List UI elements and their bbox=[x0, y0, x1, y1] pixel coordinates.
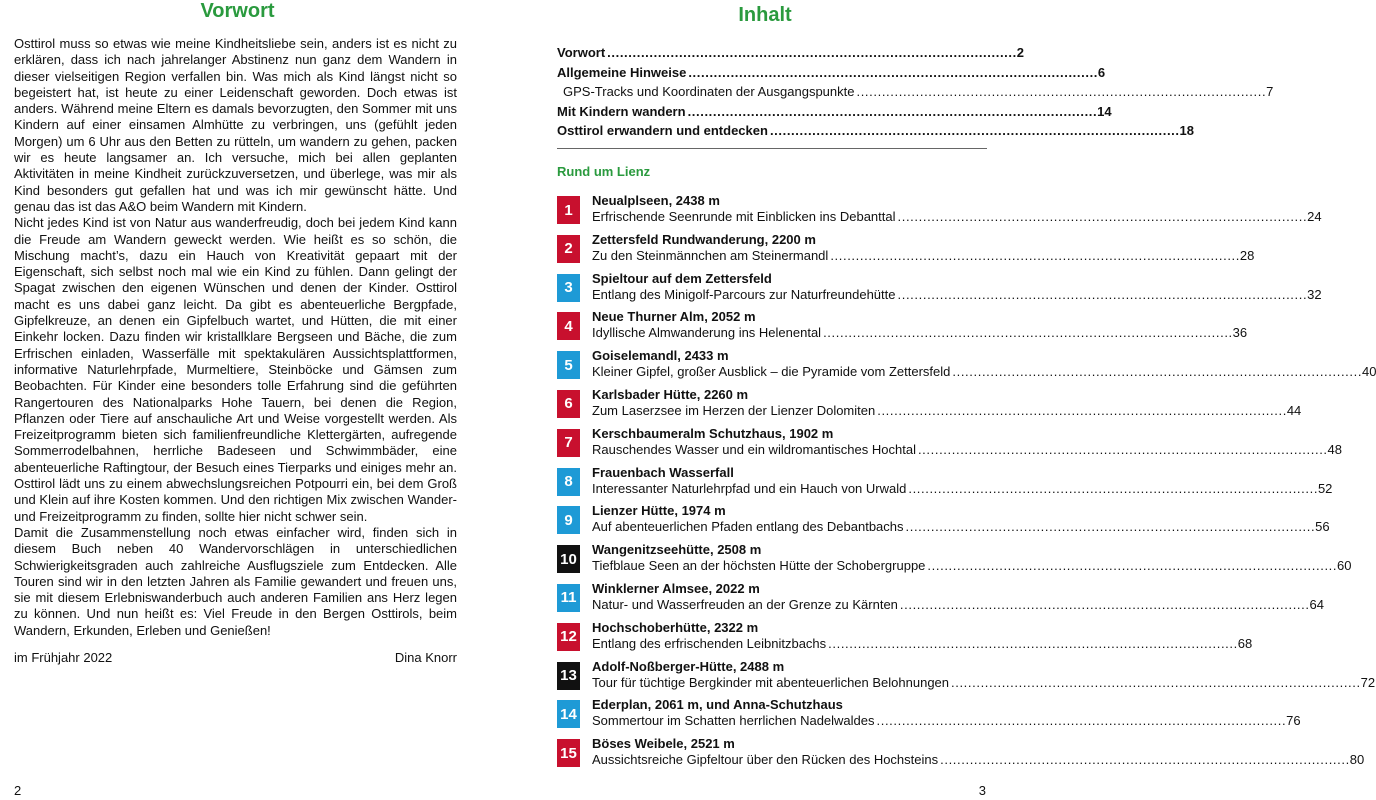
tour-name: Spieltour auf dem Zettersfeld bbox=[592, 270, 772, 286]
tour-page: 36 bbox=[1232, 325, 1248, 341]
paragraph: Osttirol muss so etwas wie meine Kindheitsliebe sein, anders ist es nicht zu erklären, dass ich nach jahrelanger Abstinenz nun ganz dem Wandern in dieser vielseitigen Region verfallen bin. Was mich als Kind längst nicht so begeistert hat, ist heute zu einer Leidenschaft geworden. Doch etwas ist anders. Während meine Eltern es damals bevorzugten, den Sommer mit uns Kindern auf einer einsamen Almhütte zu verbringen, uns (gefühlt jeden Morgen) um 6 Uhr aus den Betten zu rütteln, um wandern zu gehen, packen wir es heute langsamer an. Ich versuche, mich bei allen geplanten Aktivitäten in meine Kindheit zurückzuversetzen, und überlege, was mir als Kind besonders gut gefallen hat und was ich mir gewünscht hätte. Und genau das ist das A&O beim Wandern mit Kindern. bbox=[14, 36, 457, 214]
tour-line bbox=[592, 442, 1342, 458]
tour-description: Tour für tüchtige Bergkinder mit abenteuerlichen Belohnungen bbox=[592, 674, 950, 690]
tour-entry[interactable] bbox=[557, 464, 1333, 504]
tour-entry[interactable] bbox=[557, 619, 1253, 659]
toc-label: Mit Kindern wandern bbox=[557, 103, 686, 119]
tour-entry[interactable] bbox=[557, 309, 1248, 348]
tour-page: 80 bbox=[1349, 752, 1365, 768]
leader-dots bbox=[900, 597, 1308, 613]
tour-description: Natur- und Wasserfreuden an der Grenze zu Kärnten bbox=[592, 596, 898, 612]
tour-name: Goiselemandl, 2433 m bbox=[592, 348, 729, 364]
tour-page: 60 bbox=[1337, 558, 1352, 574]
tour-info bbox=[592, 348, 1376, 387]
tour-description: Zu den Steinmännchen am Steinermandl bbox=[592, 247, 829, 263]
leader-dots bbox=[828, 636, 1236, 652]
tour-number-badge: 3 bbox=[557, 274, 580, 302]
tour-description: Entlang des Minigolf-Parcours zur Naturfreundehütte bbox=[592, 286, 896, 302]
tour-number-badge: 9 bbox=[557, 506, 580, 534]
tour-description: Idyllische Almwanderung ins Helenental bbox=[592, 325, 822, 341]
right-page bbox=[530, 0, 1376, 800]
tour-entry[interactable] bbox=[557, 231, 1255, 271]
tour-info bbox=[592, 736, 1364, 775]
tour-page: 52 bbox=[1317, 480, 1333, 496]
tour-page: 28 bbox=[1239, 247, 1255, 263]
toc-entry[interactable] bbox=[557, 103, 1112, 124]
tour-name: Karlsbader Hütte, 2260 m bbox=[592, 386, 749, 402]
tour-number-badge: 5 bbox=[557, 351, 580, 379]
tour-info bbox=[592, 271, 1322, 310]
section-heading: Rund um Lienz bbox=[557, 164, 651, 179]
tour-number-badge: 15 bbox=[557, 739, 580, 767]
leader-dots bbox=[952, 364, 1360, 380]
leader-dots bbox=[856, 84, 1264, 99]
tour-info bbox=[592, 426, 1342, 465]
tour-name: Wangenitzseehütte, 2508 m bbox=[592, 542, 762, 558]
author: Dina Knorr bbox=[394, 650, 457, 665]
tour-list bbox=[557, 193, 1376, 775]
tour-line bbox=[592, 248, 1254, 264]
leader-dots bbox=[770, 123, 1178, 138]
toc-label: Osttirol erwandern und entdecken bbox=[557, 123, 768, 138]
tour-line bbox=[592, 675, 1375, 691]
tour-entry[interactable] bbox=[557, 503, 1330, 542]
tour-entry[interactable] bbox=[557, 270, 1322, 310]
tour-entry[interactable] bbox=[557, 697, 1301, 736]
tour-name: Winklerner Almsee, 2022 m bbox=[592, 580, 760, 596]
tour-info bbox=[592, 309, 1247, 348]
page-title: Vorwort bbox=[200, 0, 275, 22]
tour-description: Tiefblaue Seen an der höchsten Hütte der Schobergruppe bbox=[592, 558, 926, 574]
leader-dots bbox=[898, 287, 1306, 303]
toc-entry[interactable] bbox=[557, 45, 1024, 65]
tour-line bbox=[592, 597, 1324, 613]
tour-page: 32 bbox=[1307, 286, 1322, 302]
tour-name: Frauenbach Wasserfall bbox=[592, 464, 734, 480]
tour-page: 64 bbox=[1309, 596, 1324, 612]
tour-number-badge: 6 bbox=[557, 390, 580, 418]
tour-page: 24 bbox=[1307, 209, 1322, 224]
toc-page: 6 bbox=[1097, 64, 1106, 80]
tour-line bbox=[592, 403, 1301, 419]
tour-page: 68 bbox=[1237, 635, 1253, 651]
tour-info bbox=[592, 659, 1375, 698]
tour-line bbox=[592, 481, 1332, 497]
preface-text bbox=[14, 36, 457, 639]
leader-dots bbox=[951, 675, 1359, 691]
tour-entry[interactable] bbox=[557, 736, 1365, 775]
tour-line bbox=[592, 752, 1364, 768]
tour-name: Zettersfeld Rundwanderung, 2200 m bbox=[592, 231, 816, 247]
leader-dots bbox=[940, 752, 1348, 768]
tour-number-badge: 11 bbox=[557, 584, 580, 612]
tour-description: Kleiner Gipfel, großer Ausblick – die Pyramide vom Zettersfeld bbox=[592, 364, 951, 380]
tour-name: Kerschbaumeralm Schutzhaus, 1902 m bbox=[592, 425, 834, 441]
toc-page: 18 bbox=[1179, 123, 1194, 138]
toc-label: GPS-Tracks und Koordinaten der Ausgangspunkte bbox=[563, 84, 855, 99]
paragraph: Damit die Zusammenstellung noch etwas einfacher wird, finden sich in diesem Buch neben 40 Wandervorschlägen in unterschiedlichen Schwierigkeitsgraden auch zahlreiche Ausflugsziele zum Entdecken. Alle Touren sind wir in den letzten Jahren als Familie gewandert und freuen uns, sie mit diesem Erlebniswanderbuch auch anderen Familien ans Herz legen zu können. Und nun heißt es: Viel Freude in den Bergen Osttirols, beim Wandern, Erkunden, Erleben und Genießen! bbox=[14, 524, 457, 638]
divider bbox=[557, 148, 987, 149]
page-number: 2 bbox=[14, 783, 22, 798]
tour-info bbox=[592, 503, 1330, 542]
tour-page: 44 bbox=[1286, 402, 1302, 418]
leader-dots bbox=[877, 713, 1285, 729]
toc-page: 7 bbox=[1266, 84, 1274, 99]
page-number: 3 bbox=[978, 783, 986, 798]
tour-description: Entlang des erfrischenden Leibnitzbachs bbox=[592, 635, 827, 651]
tour-number-badge: 13 bbox=[557, 662, 580, 690]
tour-description: Aussichtsreiche Gipfeltour über den Rücken des Hochsteins bbox=[592, 752, 939, 768]
tour-info bbox=[592, 620, 1252, 659]
tour-line bbox=[592, 519, 1330, 535]
leader-dots bbox=[607, 45, 1015, 60]
tour-page: 56 bbox=[1315, 519, 1330, 535]
tour-description: Interessanter Naturlehrpfad und ein Hauch von Urwald bbox=[592, 480, 907, 496]
toc-label: Vorwort bbox=[557, 45, 606, 60]
tour-info bbox=[592, 465, 1332, 504]
tour-line bbox=[592, 636, 1252, 652]
tour-line bbox=[592, 325, 1247, 341]
tour-number-badge: 14 bbox=[557, 700, 580, 728]
tour-page: 40 bbox=[1361, 364, 1376, 380]
tour-name: Ederplan, 2061 m, und Anna-Schutzhaus bbox=[592, 697, 843, 713]
page-title: Inhalt bbox=[738, 4, 792, 26]
leader-dots bbox=[823, 325, 1231, 341]
leader-dots bbox=[918, 442, 1326, 458]
tour-number-badge: 12 bbox=[557, 623, 580, 651]
toc-entry[interactable] bbox=[557, 64, 1106, 85]
tour-entry[interactable] bbox=[557, 580, 1324, 620]
tour-info bbox=[592, 542, 1351, 581]
tour-name: Lienzer Hütte, 1974 m bbox=[592, 503, 726, 519]
table-of-contents bbox=[557, 45, 1274, 149]
leader-dots bbox=[877, 403, 1285, 419]
paragraph: Nicht jedes Kind ist von Natur aus wanderfreudig, doch bei jedem Kind kann die Freude am Wandern geweckt werden. Wie heißt es so schön, die Mischung macht’s, dazu ein Hauch von Kreativität gepaart mit der Eigenschaft, sich selbst noch mal wie ein Kind zu fühlen. Dann gelingt der Spagat zwischen den eigenen Wünschen und denen der Kinder. Osttirol macht es uns dabei ganz leicht. Da gibt es abenteuerliche Bergpfade, Gipfelkreuze, an denen ein Gipfelbuch wartet, und Hütten, die mit einer Einkehr locken. Dazu finden wir kristallklare Bergseen und Bäche, die zum Erfrischen einladen, Wasserfälle mit spektakulären Aussichtsplattformen, informative Naturlehrpfade, Murmeltiere, Steinböcke und Gämsen zum Beobachten. Für Kinder eine besonders tolle Erfahrung sind die geführten Rangertouren des Nationalparks Hohe Tauern, bei denen die Region, Pflanzen oder Tiere auf anschauliche Art und Weise vorgestellt werden. Als Freizeitprogramm bieten sich familienfreundliche Klettergärten, aufregende Sommerrodelbahnen, herrliche Badeseen und Schwimmbäder, eine abenteuerliche Raftingtour, der Besuch eines Tierparks und einiges mehr an. Osttirol lädt uns zu einem abwechslungsreichen Potpourri ein, bei dem Groß und Klein auf ihre Kosten kommen. Und den richtigen Mix zwischen Wander- und Freizeitprogramm zu finden, sollte hier nicht schwer sein. bbox=[14, 215, 457, 524]
tour-entry[interactable] bbox=[557, 542, 1352, 581]
left-page bbox=[0, 0, 475, 800]
tour-number-badge: 10 bbox=[557, 545, 580, 573]
toc-entry[interactable] bbox=[557, 84, 1274, 104]
leader-dots bbox=[908, 481, 1316, 497]
tour-line bbox=[592, 287, 1322, 303]
tour-entry[interactable] bbox=[557, 193, 1322, 232]
tour-number-badge: 8 bbox=[557, 468, 580, 496]
leader-dots bbox=[927, 558, 1335, 574]
leader-dots bbox=[830, 248, 1238, 264]
tour-entry[interactable] bbox=[557, 348, 1376, 387]
tour-number-badge: 2 bbox=[557, 235, 580, 263]
tour-name: Hochschoberhütte, 2322 m bbox=[592, 619, 759, 635]
leader-dots bbox=[906, 519, 1314, 535]
tour-info bbox=[592, 697, 1301, 736]
date: im Frühjahr 2022 bbox=[14, 650, 113, 665]
tour-entry[interactable] bbox=[557, 386, 1302, 426]
tour-line bbox=[592, 364, 1376, 380]
leader-dots bbox=[688, 104, 1096, 119]
tour-info bbox=[592, 581, 1324, 620]
tour-name: Neue Thurner Alm, 2052 m bbox=[592, 309, 756, 325]
tour-entry[interactable] bbox=[557, 658, 1376, 698]
tour-description: Erfrischende Seenrunde mit Einblicken ins Debanttal bbox=[592, 209, 896, 224]
tour-name: Adolf-Noßberger-Hütte, 2488 m bbox=[592, 658, 785, 674]
toc-page: 2 bbox=[1016, 45, 1024, 60]
signature-line bbox=[14, 650, 457, 665]
tour-info bbox=[592, 387, 1301, 426]
leader-dots bbox=[688, 65, 1096, 80]
toc-entry[interactable] bbox=[557, 123, 1194, 143]
tour-name: Böses Weibele, 2521 m bbox=[592, 736, 735, 752]
tour-page: 48 bbox=[1327, 441, 1343, 457]
tour-info bbox=[592, 193, 1322, 232]
tour-description: Rauschendes Wasser und ein wildromantisches Hochtal bbox=[592, 441, 916, 457]
tour-number-badge: 4 bbox=[557, 312, 580, 340]
tour-info bbox=[592, 232, 1254, 271]
tour-description: Zum Laserzsee im Herzen der Lienzer Dolomiten bbox=[592, 402, 876, 418]
tour-description: Sommertour im Schatten herrlichen Nadelwaldes bbox=[592, 713, 875, 729]
tour-line bbox=[592, 713, 1301, 729]
tour-line bbox=[592, 209, 1322, 225]
tour-line bbox=[592, 558, 1351, 574]
toc-label: Allgemeine Hinweise bbox=[557, 64, 687, 80]
tour-number-badge: 7 bbox=[557, 429, 580, 457]
tour-name: Neualplseen, 2438 m bbox=[592, 193, 720, 208]
tour-page: 72 bbox=[1360, 674, 1376, 690]
leader-dots bbox=[898, 209, 1306, 225]
tour-page: 76 bbox=[1286, 713, 1301, 729]
toc-page: 14 bbox=[1097, 103, 1112, 119]
tour-description: Auf abenteuerlichen Pfaden entlang des Debantbachs bbox=[592, 519, 904, 535]
tour-number-badge: 1 bbox=[557, 196, 580, 224]
tour-entry[interactable] bbox=[557, 425, 1343, 465]
